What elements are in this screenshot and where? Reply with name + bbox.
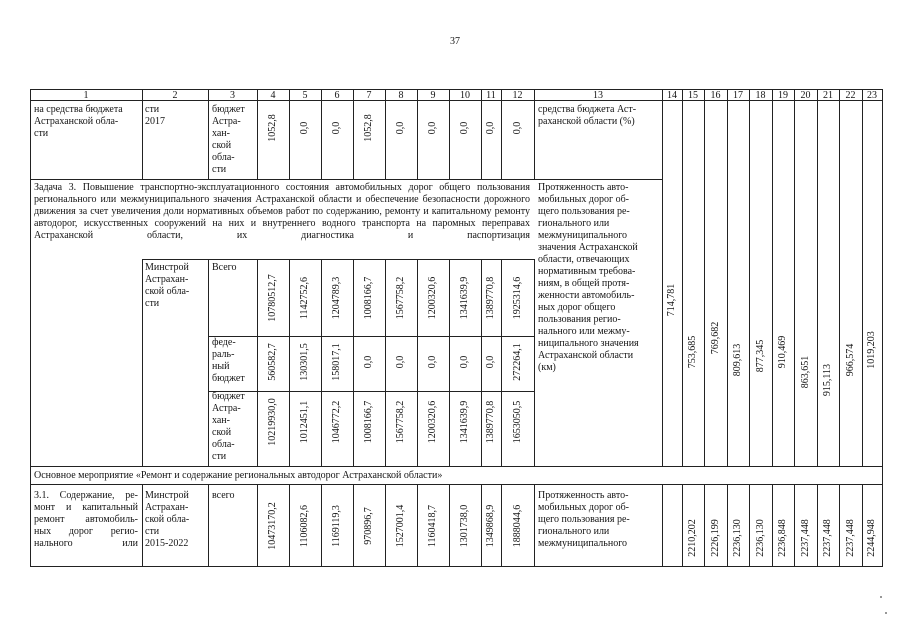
table-vline	[704, 484, 705, 566]
table-hline	[30, 466, 883, 467]
task3-value-text: 1046772,2	[331, 400, 342, 444]
table-vline	[704, 89, 705, 466]
column-header: 19	[778, 90, 788, 101]
task3-value-text: 0,0	[427, 355, 438, 369]
row-a-value-text: 0,0	[459, 121, 470, 135]
column-header: 18	[755, 90, 766, 101]
table-vline	[289, 89, 290, 179]
column-header: 6	[334, 90, 340, 101]
table-vline	[321, 484, 322, 566]
item31-target-text: 2236,130	[732, 519, 743, 557]
item31-target-text: 2236,848	[777, 519, 788, 557]
column-header: 11	[486, 90, 496, 101]
item31-target-text: 2236,130	[754, 519, 766, 557]
table-vline	[772, 89, 773, 466]
row-a-value-text: 0,0	[395, 121, 406, 135]
item31-value-text: 1888044,6	[511, 504, 523, 548]
table-hline	[30, 566, 883, 567]
task3-federal-label: феде- раль- ный бюджет	[212, 337, 245, 384]
item31-value-text: 970896,7	[363, 507, 374, 545]
column-header: 23	[867, 90, 877, 101]
task3-text: Задача 3. Повышение транспортно-эксплуатационного состояния автомобильных дорог общего пользования регионального или межмуниципального значения Астраханской области и обеспечение безопасности дорожного движения за счет увеличения доли нормативных объемов работ по содержанию, ремонту и капитальному ремонту автодорог, искусственных сооружений на них и внутреннего водного транспорта на паромных переправах Астраханской области, их диагностика и паспортизация	[34, 182, 530, 241]
task3-target-text: 863,651	[799, 355, 811, 389]
row-a-indicator: средства бюджета Аст- раханской области (%)	[538, 104, 637, 127]
column-header: 2	[172, 90, 178, 101]
row-a-col1: на средства бюджета Астраханской обла- сти	[34, 104, 123, 139]
task3-value-text: 0,0	[395, 355, 406, 369]
row-a-value-text: 0,0	[427, 121, 438, 135]
task3-value-text: 1200320,6	[427, 400, 438, 444]
scan-speck	[885, 612, 887, 614]
item31-col1: 3.1. Содержание, ре- монт и капитальный ремонт автомобиль- ных дорог регио- нального или	[34, 490, 138, 549]
item31-target-text: 2210,202	[687, 519, 698, 557]
table-vline	[449, 89, 450, 179]
task3-target-text: 753,685	[687, 335, 698, 369]
column-header: 14	[667, 90, 677, 101]
table-vline	[321, 259, 322, 466]
table-vline	[449, 484, 450, 566]
task3-indicator: Протяженность авто- мобильных дорог об- щего пользования ре- гионального или межмуниципального значения Астраханской области, отвечающих нормативным требова- ниям, в общей протя- женности автомобиль- ных дорог общего пользования регио- нального или межму- ниципального значения Астраханской области (км)	[538, 182, 639, 373]
table-vline	[662, 484, 663, 566]
task3-value-text: 272264,1	[511, 343, 523, 381]
table-vline	[882, 89, 883, 566]
table-vline	[208, 89, 209, 179]
table-vline	[353, 259, 354, 466]
item31-value-text: 1106082,6	[299, 504, 310, 548]
table-vline	[501, 484, 502, 566]
table-vline	[772, 484, 773, 566]
column-header: 16	[710, 90, 721, 101]
task3-value-text: 0,0	[459, 355, 470, 369]
table-vline	[142, 89, 143, 179]
table-vline	[501, 89, 502, 179]
table-vline	[385, 89, 386, 179]
row-a-value-text: 0,0	[331, 121, 342, 135]
item31-value-text: 10473170,2	[267, 502, 278, 550]
task3-value-text: 1200320,6	[427, 276, 438, 320]
table-vline	[417, 484, 418, 566]
task3-value-text: 1142752,6	[299, 276, 310, 320]
task3-target-text: 877,345	[754, 339, 766, 373]
table-vline	[257, 89, 258, 179]
task3-target-text: 769,682	[709, 321, 721, 355]
table-vline	[289, 259, 290, 466]
table-vline	[749, 89, 750, 466]
table-hline	[30, 179, 662, 180]
item31-target-text: 2226,199	[709, 519, 721, 557]
task3-value-text: 130301,5	[299, 343, 310, 381]
item31-col2: Минстрой Астрахан- ской обла- сти 2015-2022	[145, 490, 190, 549]
table-vline	[142, 484, 143, 566]
table-vline	[417, 89, 418, 179]
row-a-col2: сти 2017	[145, 104, 165, 127]
task3-value-text: 1925314,6	[511, 276, 523, 320]
column-header: 10	[460, 90, 470, 101]
table-vline	[682, 89, 683, 466]
table-vline	[749, 484, 750, 566]
row-a-col3: бюджет Астра- хан- ской обла- сти	[212, 104, 245, 175]
task3-value-text: 10780512,7	[267, 274, 278, 322]
column-header: 20	[800, 90, 811, 101]
task3-responsible: Минстрой Астрахан- ской обла- сти	[145, 262, 190, 309]
table-vline	[727, 484, 728, 566]
column-header: 5	[302, 90, 308, 101]
item31-value-text: 1169119,3	[331, 505, 342, 547]
table-vline	[481, 259, 482, 466]
table-vline	[534, 89, 535, 179]
page-number: 37	[450, 36, 460, 47]
task3-target-text: 915,113	[822, 363, 833, 397]
task3-total-label: Всего	[212, 262, 237, 273]
table-vline	[257, 259, 258, 466]
column-header: 22	[845, 90, 856, 101]
table-vline	[208, 259, 209, 466]
column-header: 21	[823, 90, 833, 101]
task3-value-text: 1012451,1	[299, 400, 310, 444]
table-vline	[862, 484, 863, 566]
row-a-value-text: 1052,8	[363, 114, 374, 142]
table-vline	[817, 484, 818, 566]
table-vline	[534, 484, 535, 566]
task3-target-text: 966,574	[844, 343, 856, 377]
task3-value-text: 1341639,9	[459, 400, 470, 444]
table-vline	[417, 259, 418, 466]
table-vline	[449, 259, 450, 466]
table-vline	[30, 89, 31, 566]
task3-target-text: 809,613	[732, 343, 743, 377]
task3-value-text: 1389770,8	[485, 400, 496, 444]
table-vline	[353, 484, 354, 566]
table-vline	[534, 259, 535, 466]
table-vline	[481, 89, 482, 179]
item31-indicator: Протяженность авто- мобильных дорог об- щего пользования ре- гионального или межмуниципального	[538, 490, 630, 549]
task3-value-text: 1567758,2	[395, 400, 406, 444]
table-vline	[321, 89, 322, 179]
table-vline	[142, 259, 143, 466]
table-vline	[794, 89, 795, 466]
table-vline	[501, 259, 502, 466]
item31-value-text: 1527001,4	[395, 504, 406, 548]
table-vline	[353, 89, 354, 179]
column-header: 12	[512, 90, 523, 101]
table-vline	[794, 484, 795, 566]
task3-value-text: 10219930,0	[267, 398, 278, 446]
item31-target-text: 2237,448	[799, 519, 811, 557]
table-vline	[817, 89, 818, 466]
row-a-value-text: 1052,8	[267, 114, 278, 142]
main-activity-title: Основное мероприятие «Ремонт и содержание региональных автодорог Астраханской области»	[34, 470, 443, 481]
table-vline	[727, 89, 728, 466]
task3-target-text: 910,469	[777, 335, 788, 369]
task3-value-text: 1008166,7	[363, 276, 374, 320]
task3-value-text: 1389770,8	[485, 276, 496, 320]
item31-target-text: 2237,448	[844, 519, 856, 557]
task3-value-text: 1653050,5	[511, 400, 523, 444]
item31-target-text: 2237,448	[822, 519, 833, 557]
column-header: 9	[430, 90, 436, 101]
column-header: 17	[733, 90, 743, 101]
table-vline	[839, 89, 840, 466]
table-hline	[30, 484, 883, 485]
row-a-value-text: 0,0	[511, 121, 523, 135]
table-vline	[862, 89, 863, 466]
item31-value-text: 1349868,9	[485, 504, 496, 548]
item31-value-text: 1160418,7	[427, 504, 438, 548]
task3-value-text: 0,0	[363, 355, 374, 369]
table-hline	[142, 259, 534, 260]
table-vline	[682, 484, 683, 566]
row-a-value-text: 0,0	[485, 121, 496, 135]
table-vline	[385, 484, 386, 566]
task3-value-text: 1567758,2	[395, 276, 406, 320]
column-header: 15	[688, 90, 698, 101]
table-vline	[257, 484, 258, 566]
table-vline	[385, 259, 386, 466]
column-header: 1	[83, 90, 89, 101]
table-vline	[289, 484, 290, 566]
task3-value-text: 158017,1	[331, 343, 342, 381]
column-header: 3	[230, 90, 235, 101]
task3-value-text: 1008166,7	[363, 400, 374, 444]
row-a-value-text: 0,0	[299, 121, 310, 135]
column-header: 4	[270, 90, 276, 101]
task3-value-text: 0,0	[485, 355, 496, 369]
scan-speck	[880, 596, 882, 598]
item31-value-text: 1301738,0	[459, 504, 470, 548]
column-header: 7	[366, 90, 372, 101]
item31-col3: всего	[212, 490, 235, 501]
task3-target-text: 1019,203	[866, 331, 877, 369]
table-vline	[662, 89, 663, 466]
task3-regional-label: бюджет Астра- хан- ской обла- сти	[212, 391, 245, 462]
column-header: 13	[593, 90, 603, 101]
table-vline	[208, 484, 209, 566]
task3-target-text: 714,781	[666, 283, 677, 317]
task3-value-text: 1341639,9	[459, 276, 470, 320]
task3-value-text: 560582,7	[267, 343, 278, 381]
table-vline	[481, 484, 482, 566]
column-header: 8	[398, 90, 404, 101]
table-vline	[839, 484, 840, 566]
item31-target-text: 2244,948	[866, 519, 877, 557]
task3-value-text: 1204789,3	[331, 276, 342, 320]
